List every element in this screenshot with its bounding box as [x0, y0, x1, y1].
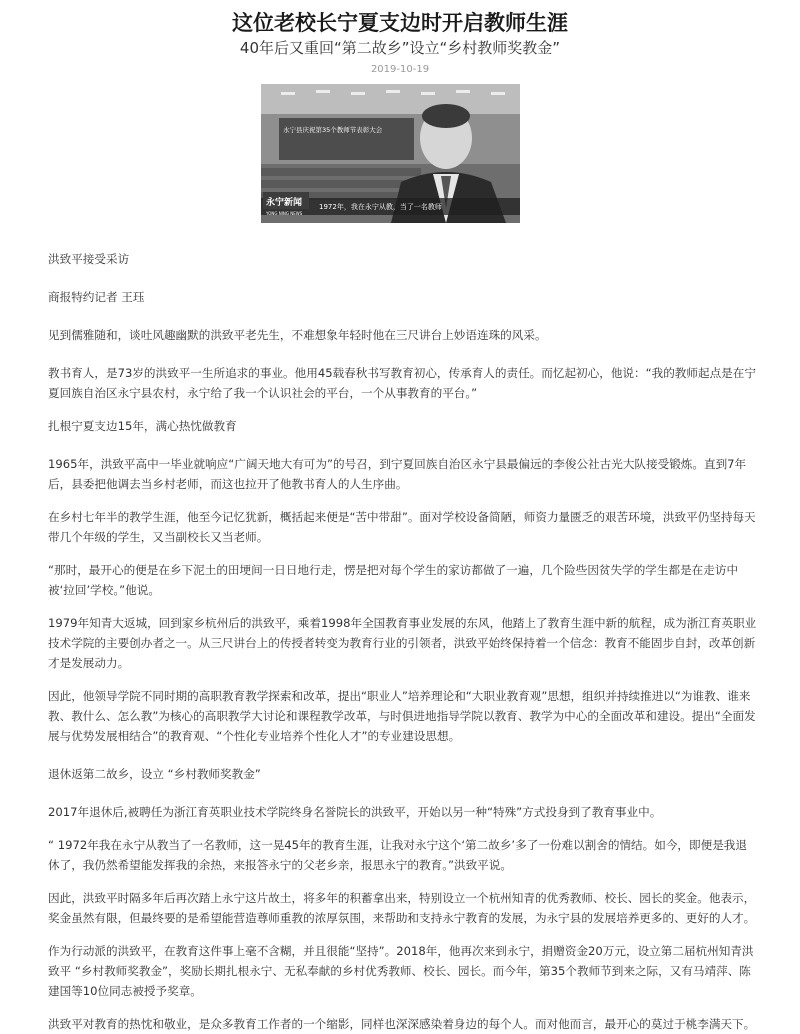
byline: 商报特约记者 王珏 — [48, 290, 145, 304]
paragraph: 作为行动派的洪致平，在教育这件事上毫不含糊，并且很能“坚持”。2018年，他再次来到永宁，捐赠资金20万元，设立第二届杭州知青洪致平 “乡村教师奖教金”，奖励长期扎根永宁、无私奉献的乡村优秀教师、校长、园长。而今年，第35个教师节到来之际，又有马靖萍、陈建国等10位同志被授予奖章。 — [48, 944, 754, 998]
section-heading: 扎根宁夏支边15年，满心热忱做教育 — [48, 419, 237, 433]
paragraph: 在乡村七年半的教学生涯，他至今记忆犹新，概括起来便是“苦中带甜”。面对学校设备简陋，师资力量匮乏的艰苦环境，洪致平仍坚持每天带几个年级的学生，又当副校长又当老师。 — [48, 510, 756, 544]
section-heading: 退休返第二故乡，设立 “乡村教师奖教金” — [48, 767, 261, 781]
article-body — [48, 249, 758, 1034]
paragraph: 2017年退休后,被聘任为浙江育英职业技术学院终身名誉院长的洪致平，开始以另一种“特殊”方式投身到了教育事业中。 — [48, 805, 662, 819]
stage-banner-text: 永宁县庆祝第35个教师节表彰大会 — [283, 126, 383, 134]
paragraph: 见到儒雅随和，谈吐风趣幽默的洪致平老先生，不难想象年轻时他在三尺讲台上妙语连珠的风采。 — [48, 328, 547, 342]
interview-photo-graphic — [261, 84, 520, 223]
paragraph: 1965年，洪致平高中一毕业就响应“广阔天地大有可为”的号召，到宁夏回族自治区永宁县最偏远的李俊公社古光大队接受锻炼。直到7年后，县委把他调去当乡村老师，而这也拉开了他教书育人的人生序曲。 — [48, 457, 747, 491]
article-title: 这位老校长宁夏支边时开启教师生涯 — [232, 11, 568, 35]
paragraph: “ 1972年我在永宁从教当了一名教师，这一晃45年的教育生涯，让我对永宁这个‘第二故乡’多了一份难以割舍的情结。如今，即便是我退休了，我仍然希望能发挥我的余热，来报答永宁的父老乡亲，报思永宁的教育。”洪致平说。 — [48, 838, 747, 872]
paragraph: 因此，他领导学院不同时期的高职教育教学探索和改革，提出“职业人”培养理论和“大职业教育观”思想，组织并持续推进以“为谁教、谁来教、教什么、怎么教”为核心的高职教学大讨论和课程教学改革，与时俱进地指导学院以教育、教学为中心的全面改革和建设。提出“全面发展与优势发展相结合”的教育观、“个性化专业培养个性化人才”的专业建设思想。 — [48, 689, 756, 743]
paragraph: 洪致平对教育的热忱和敬业，是众多教育工作者的一个缩影，同样也深深感染着身边的每个人。而对他而言，最开心的莫过于桃李满天下。 — [48, 1017, 756, 1031]
news-logo-text: 永宁新闻 — [266, 198, 303, 208]
article-subtitle: 40年后又重回“第二故乡”设立“乡村教师奖教金” — [239, 39, 561, 57]
photo-caption-text: 洪致平接受采访 — [48, 252, 130, 266]
paragraph: “那时，最开心的便是在乡下泥土的田埂间一日日地行走，愣是把对每个学生的家访都做了一遍，几个险些因贫失学的学生都是在走访中被‘拉回’学校。”他说。 — [48, 563, 739, 597]
paragraph: 教书育人，是73岁的洪致平一生所追求的事业。他用45载春秋书写教育初心，传承育人的责任。而忆起初心，他说：“我的教师起点是在宁夏回族自治区永宁县农村，永宁给了我一个认识社会的平台，一个从事教育的平台。” — [48, 366, 756, 400]
news-logo-subtext: YONG NING NEWS — [266, 211, 303, 216]
publish-date: 2019-10-19 — [370, 64, 430, 75]
paragraph: 1979年知青大返城，回到家乡杭州后的洪致平，乘着1998年全国教育事业发展的东风，他踏上了教育生涯中新的航程，成为浙江育英职业技术学院的主要创办者之一。从三尺讲台上的传授者转变为教育行业的引领者，洪致平始终保持着一个信念：教育不能固步自封，改革创新才是发展动力。 — [48, 616, 757, 670]
paragraph: 因此，洪致平时隔多年后再次踏上永宁这片故土，将多年的积蓄拿出来，特别设立一个杭州知青的优秀教师、校长、园长的奖金。他表示，奖金虽然有限，但最终要的是希望能营造尊师重教的浓厚氛围，来帮助和支持永宁教育的发展，为永宁县的发展培养更多的、更好的人才。 — [48, 891, 756, 925]
article-photo — [261, 84, 520, 223]
photo-subtitle-caption: 1972年，我在永宁从教，当了一名教师 — [319, 203, 442, 211]
